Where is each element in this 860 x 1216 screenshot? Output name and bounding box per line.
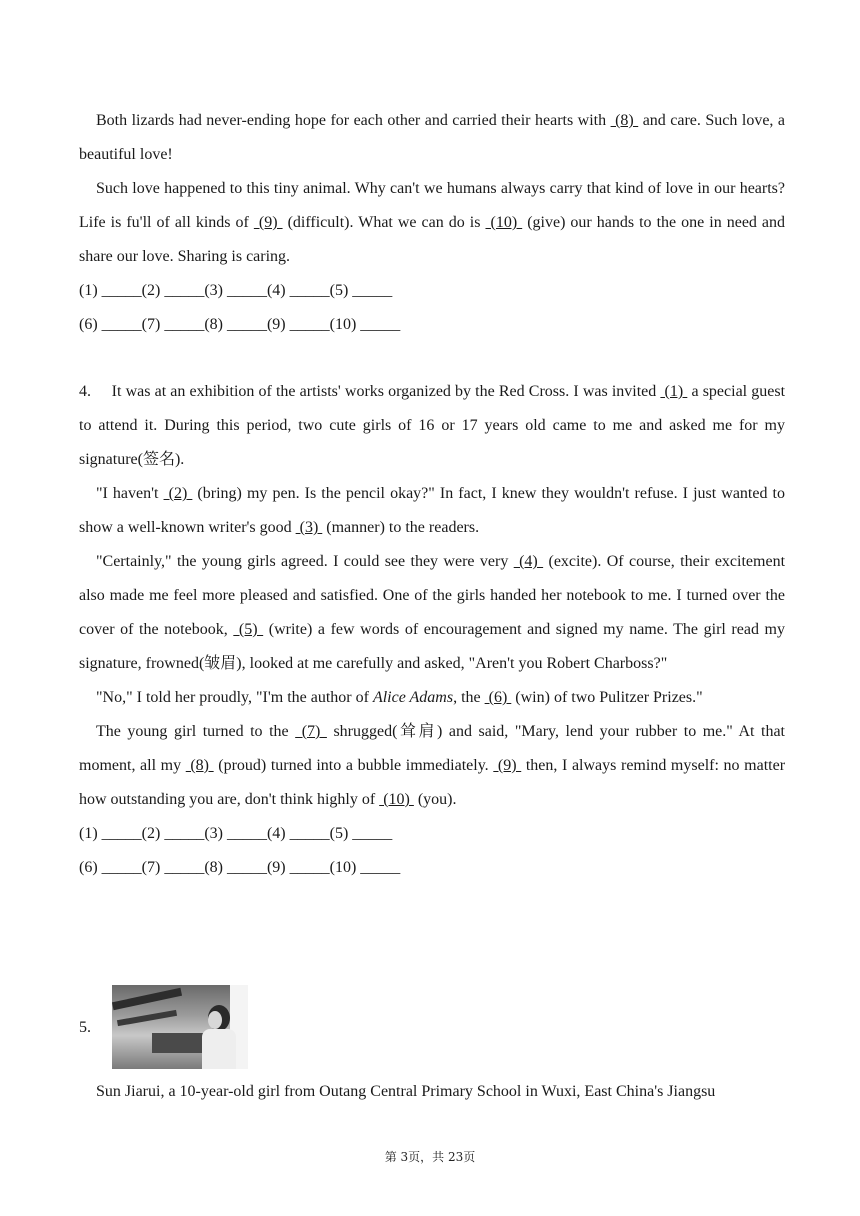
text: then, I always remind myself: no matter how outstanding you are, don't think highly of bbox=[79, 757, 786, 808]
text: (excite). Of course, their excitement also made me feel more pleased and satisfied. One of the girls handed her notebook to me. I turned over the cover of the notebook, bbox=[79, 553, 786, 638]
blank-9[interactable]: (9) bbox=[253, 214, 283, 231]
photo-girl-body bbox=[202, 1029, 236, 1069]
q3-answer-row-2[interactable]: (6) _____(7) _____(8) _____(9) _____(10) _____ bbox=[79, 316, 401, 333]
text: and care. Such love, a beautiful love! bbox=[79, 112, 785, 163]
q4-answer-row-1[interactable]: (1) _____(2) _____(3) _____(4) _____(5) _____ bbox=[79, 825, 393, 842]
book-title: Alice Adams bbox=[372, 689, 454, 706]
q4-paragraph-4 bbox=[79, 681, 785, 715]
photo-shelf bbox=[117, 1010, 177, 1026]
text: (manner) to the readers. bbox=[322, 519, 480, 536]
text: "No," I told her proudly, "I'm the author of bbox=[96, 689, 373, 706]
text: "Certainly," the young girls agreed. I could see they were very bbox=[96, 553, 514, 570]
question-number: 5. bbox=[79, 1019, 91, 1036]
q5-paragraph: Sun Jiarui, a 10-year-old girl from Outang Central Primary School in Wuxi, East China's Jiangsu bbox=[96, 1083, 716, 1100]
text: (give) our hands to the one in need and share our love. Sharing is caring. bbox=[79, 214, 786, 265]
q3-paragraph-2 bbox=[79, 172, 785, 274]
text: It was at an exhibition of the artists' works organized by the Red Cross. I was invited bbox=[111, 383, 661, 400]
q4-paragraph-5 bbox=[79, 715, 785, 817]
text: (write) a few words of encouragement and signed my name. The girl read my signature, frowned(皱眉), looked at me carefully and asked, "Aren't you Robert Charboss?" bbox=[79, 621, 786, 672]
photo-girl-face bbox=[208, 1011, 222, 1029]
blank-2[interactable]: (2) bbox=[163, 485, 193, 502]
blank-8[interactable]: (8) bbox=[610, 112, 639, 129]
blank-6[interactable]: (6) bbox=[484, 689, 512, 706]
q4-paragraph-2 bbox=[79, 477, 785, 545]
blank-1[interactable]: (1) bbox=[660, 383, 688, 400]
text: "I haven't bbox=[96, 485, 164, 502]
document-body bbox=[79, 104, 785, 885]
page-footer: 第 3页，共 23页 bbox=[384, 1150, 476, 1164]
blank-9[interactable]: (9) bbox=[493, 757, 522, 774]
q4-paragraph-3 bbox=[79, 545, 785, 681]
blank-3[interactable]: (3) bbox=[295, 519, 323, 536]
text: (proud) turned into a bubble immediately. bbox=[213, 757, 494, 774]
text: (win) of two Pulitzer Prizes." bbox=[511, 689, 703, 706]
q3-paragraph-1 bbox=[79, 104, 785, 172]
blank-4[interactable]: (4) bbox=[513, 553, 544, 570]
text: Both lizards had never-ending hope for each other and carried their hearts with bbox=[96, 112, 611, 129]
spacer bbox=[79, 342, 785, 375]
text: The young girl turned to the bbox=[96, 723, 296, 740]
text: (you). bbox=[413, 791, 457, 808]
girl-photo bbox=[112, 985, 248, 1069]
blank-10[interactable]: (10) bbox=[485, 214, 523, 231]
question-number: 4. bbox=[79, 383, 91, 400]
text: Such love happened to this tiny animal. Why can't we humans always carry that kind of love in our hearts? Life is fu'll of all kinds of bbox=[79, 180, 785, 231]
q3-answer-row-1[interactable]: (1) _____(2) _____(3) _____(4) _____(5) _____ bbox=[79, 282, 393, 299]
q4-answer-row-2[interactable]: (6) _____(7) _____(8) _____(9) _____(10) _____ bbox=[79, 859, 401, 876]
text: a special guest to attend it. During this period, two cute girls of 16 or 17 years old came to me and asked me for my signature(签名). bbox=[79, 383, 786, 468]
blank-8[interactable]: (8) bbox=[185, 757, 214, 774]
blank-5[interactable]: (5) bbox=[233, 621, 264, 638]
text: shrugged(耸肩) and said, "Mary, lend your rubber to me." At that moment, all my bbox=[79, 723, 785, 774]
photo-shelf bbox=[112, 988, 182, 1010]
blank-7[interactable]: (7) bbox=[295, 723, 327, 740]
q4-paragraph-1 bbox=[79, 375, 785, 477]
text: (bring) my pen. Is the pencil okay?" In fact, I knew they wouldn't refuse. I just wanted to show a well-known writer's good bbox=[79, 485, 786, 536]
blank-10[interactable]: (10) bbox=[379, 791, 414, 808]
text: (difficult). What we can do is bbox=[282, 214, 486, 231]
text: , the bbox=[453, 689, 485, 706]
